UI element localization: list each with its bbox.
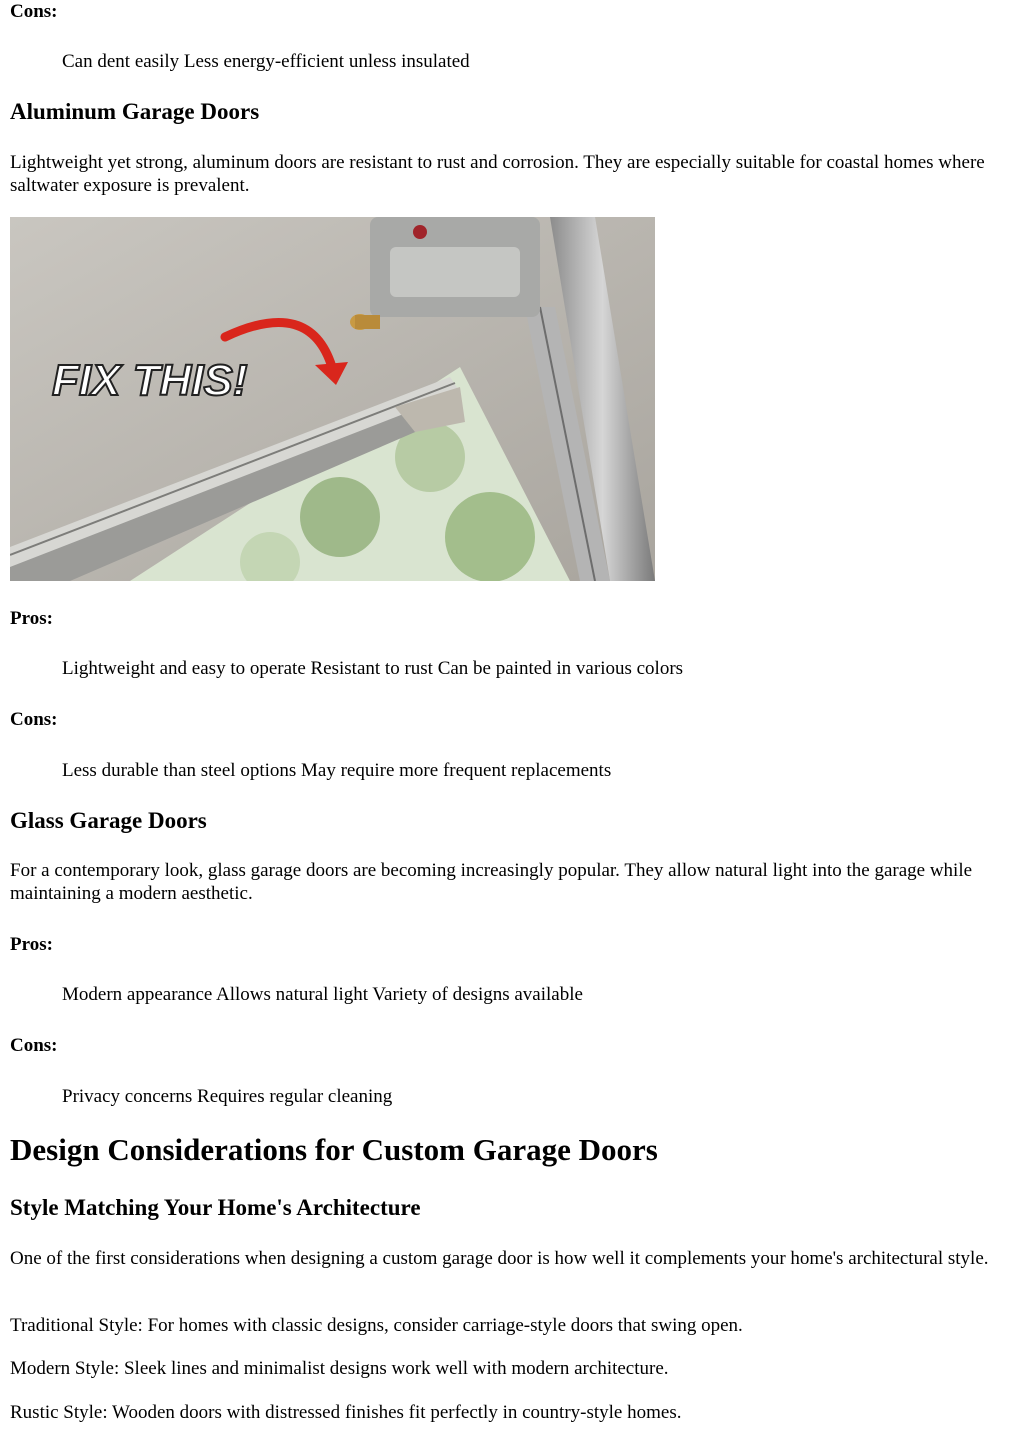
glass-heading: Glass Garage Doors	[10, 808, 207, 833]
aluminum-cons-label: Cons:	[10, 709, 58, 730]
glass-pros-label: Pros:	[10, 934, 53, 955]
glass-description: For a contemporary look, glass garage doors are becoming increasingly popular. They allow natural light into the garage while maintaining a modern aesthetic.	[10, 860, 973, 904]
fix-this-overlay-text: FIX THIS!	[52, 356, 248, 405]
design-heading: Design Considerations for Custom Garage Doors	[10, 1132, 658, 1167]
aluminum-description: Lightweight yet strong, aluminum doors are resistant to rust and corrosion. They are especially suitable for coastal homes where saltwater exposure is prevalent.	[10, 152, 985, 196]
aluminum-heading: Aluminum Garage Doors	[10, 99, 260, 124]
design-intro: One of the first considerations when designing a custom garage door is how well it complements your home's architectural style.	[10, 1248, 989, 1269]
rustic-style-text: Rustic Style: Wooden doors with distressed finishes fit perfectly in country-style homes.	[10, 1402, 682, 1423]
aluminum-cons-list: Less durable than steel options May require more frequent replacements	[62, 760, 612, 781]
aluminum-pros-label: Pros:	[10, 608, 53, 629]
glass-cons-list: Privacy concerns Requires regular cleaning	[62, 1086, 393, 1107]
traditional-style-text: Traditional Style: For homes with classic designs, consider carriage-style doors that swing open.	[10, 1315, 743, 1336]
garage-door-repair-photo	[10, 217, 655, 581]
steel-cons-list: Can dent easily Less energy-efficient unless insulated	[62, 51, 470, 72]
steel-cons-label: Cons:	[10, 1, 58, 22]
glass-cons-label: Cons:	[10, 1035, 58, 1056]
aluminum-pros-list: Lightweight and easy to operate Resistant to rust Can be painted in various colors	[62, 658, 684, 679]
modern-style-text: Modern Style: Sleek lines and minimalist designs work well with modern architecture.	[10, 1358, 669, 1379]
glass-pros-list: Modern appearance Allows natural light Variety of designs available	[62, 984, 583, 1005]
style-matching-subheading: Style Matching Your Home's Architecture	[10, 1195, 421, 1220]
